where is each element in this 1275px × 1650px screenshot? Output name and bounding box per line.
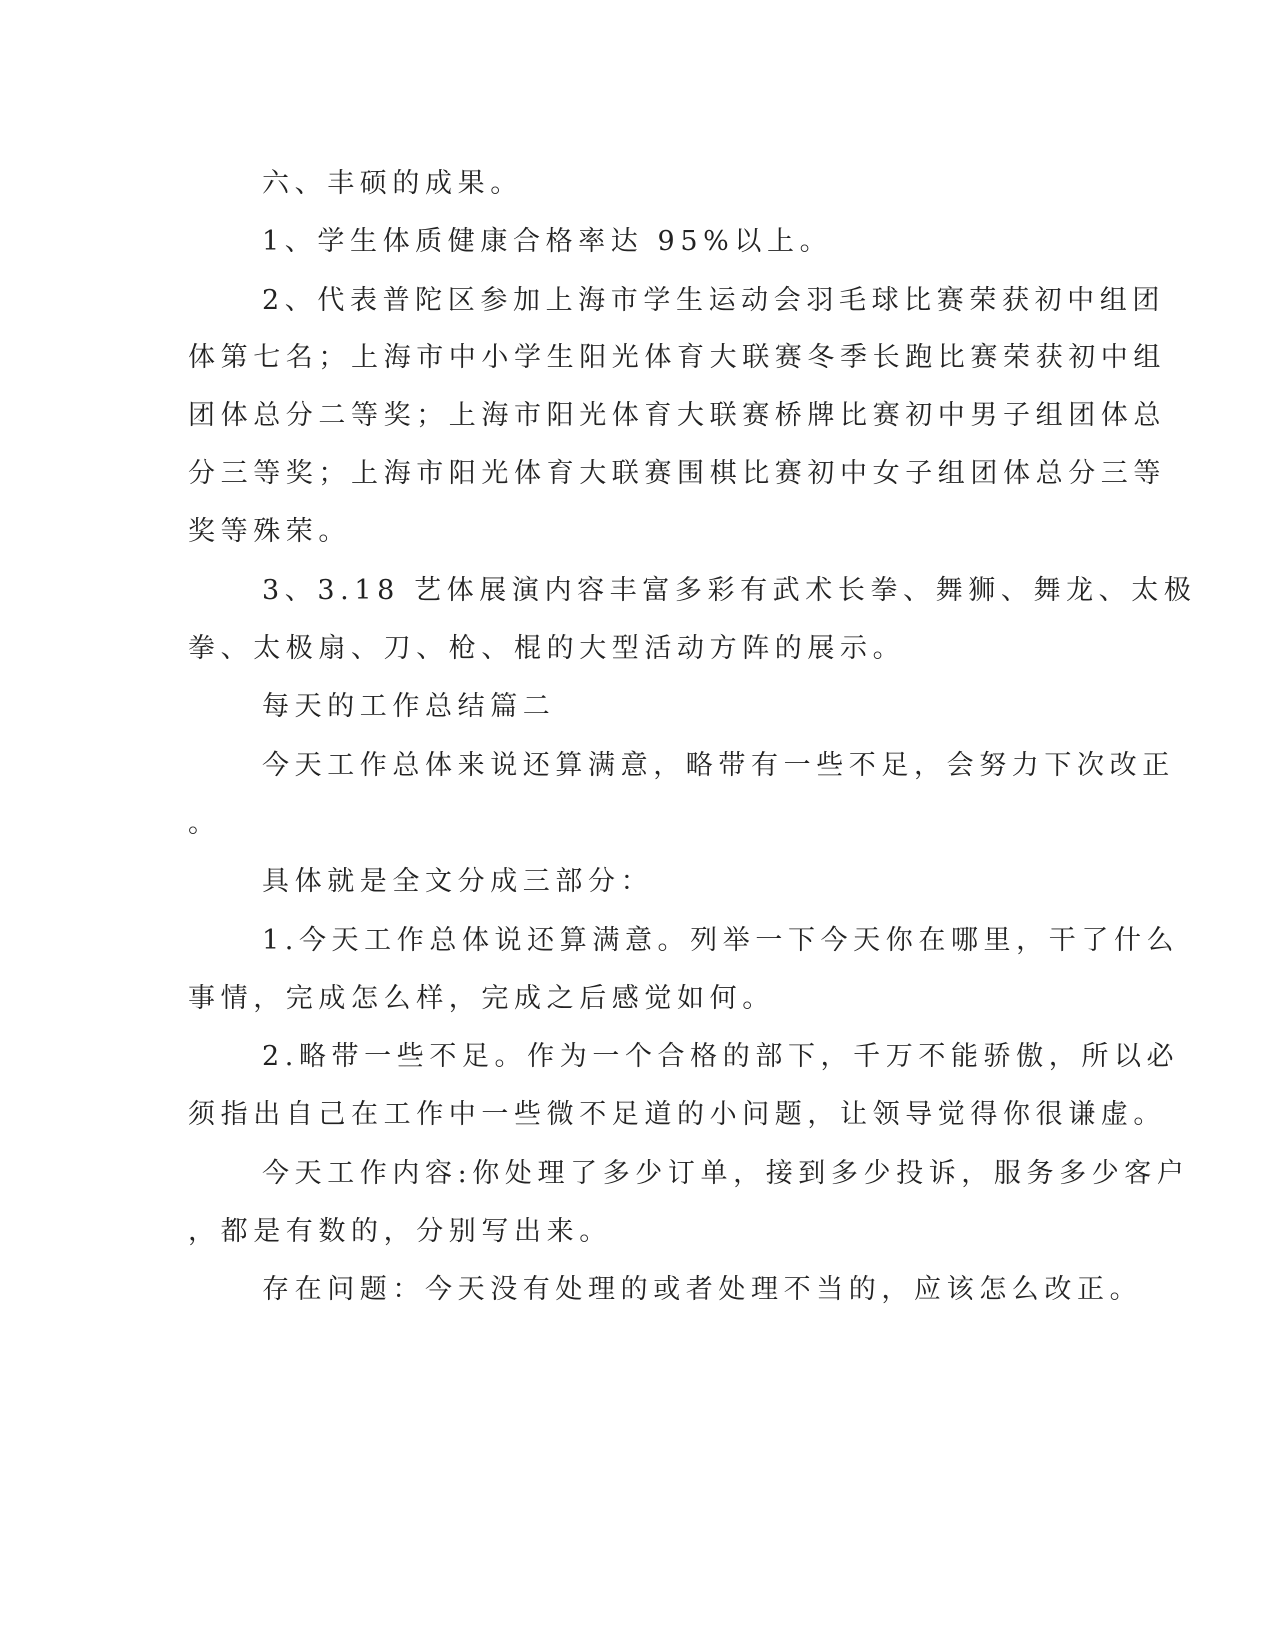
list-item-2-line-5: 奖等殊荣。 <box>188 516 351 547</box>
point-1-line-1: 1.今天工作总体说还算满意。列举一下今天你在哪里，干了什么 <box>262 925 1180 956</box>
list-item-2-line-1: 2、代表普陀区参加上海市学生运动会羽毛球比赛荣获初中组团 <box>262 285 1165 316</box>
work-content-line-1: 今天工作内容:你处理了多少订单，接到多少投诉，服务多少客户 <box>262 1158 1190 1189</box>
paragraph-summary-line-1: 今天工作总体来说还算满意，略带有一些不足，会努力下次改正 <box>262 750 1175 781</box>
list-item-2-line-2: 体第七名；上海市中小学生阳光体育大联赛冬季长跑比赛荣获初中组 <box>188 342 1166 373</box>
existing-problems: 存在问题：今天没有处理的或者处理不当的，应该怎么改正。 <box>262 1274 1143 1305</box>
list-item-3-line-1: 3、3.18 艺体展演内容丰富多彩有武术长拳、舞狮、舞龙、太极 <box>262 575 1197 606</box>
work-content-line-2: ，都是有数的，分别写出来。 <box>188 1216 612 1247</box>
list-item-2-line-3: 团体总分二等奖；上海市阳光体育大联赛桥牌比赛初中男子组团体总 <box>188 400 1166 431</box>
paragraph-structure: 具体就是全文分成三部分： <box>262 866 654 897</box>
list-item-3-line-2: 拳、太极扇、刀、枪、棍的大型活动方阵的展示。 <box>188 633 906 664</box>
paragraph-summary-line-2: 。 <box>188 808 221 839</box>
point-2-line-2: 须指出自己在工作中一些微不足道的小问题，让领导觉得你很谦虚。 <box>188 1099 1166 1130</box>
point-1-line-2: 事情，完成怎么样，完成之后感觉如何。 <box>188 983 775 1014</box>
section-heading-results: 六、丰硕的成果。 <box>262 168 523 199</box>
list-item-2-line-4: 分三等奖；上海市阳光体育大联赛围棋比赛初中女子组团体总分三等 <box>188 458 1166 489</box>
list-item-1: 1、学生体质健康合格率达 95%以上。 <box>262 226 833 257</box>
section-title-part-two: 每天的工作总结篇二 <box>262 691 556 722</box>
point-2-line-1: 2.略带一些不足。作为一个合格的部下，千万不能骄傲，所以必 <box>262 1041 1180 1072</box>
